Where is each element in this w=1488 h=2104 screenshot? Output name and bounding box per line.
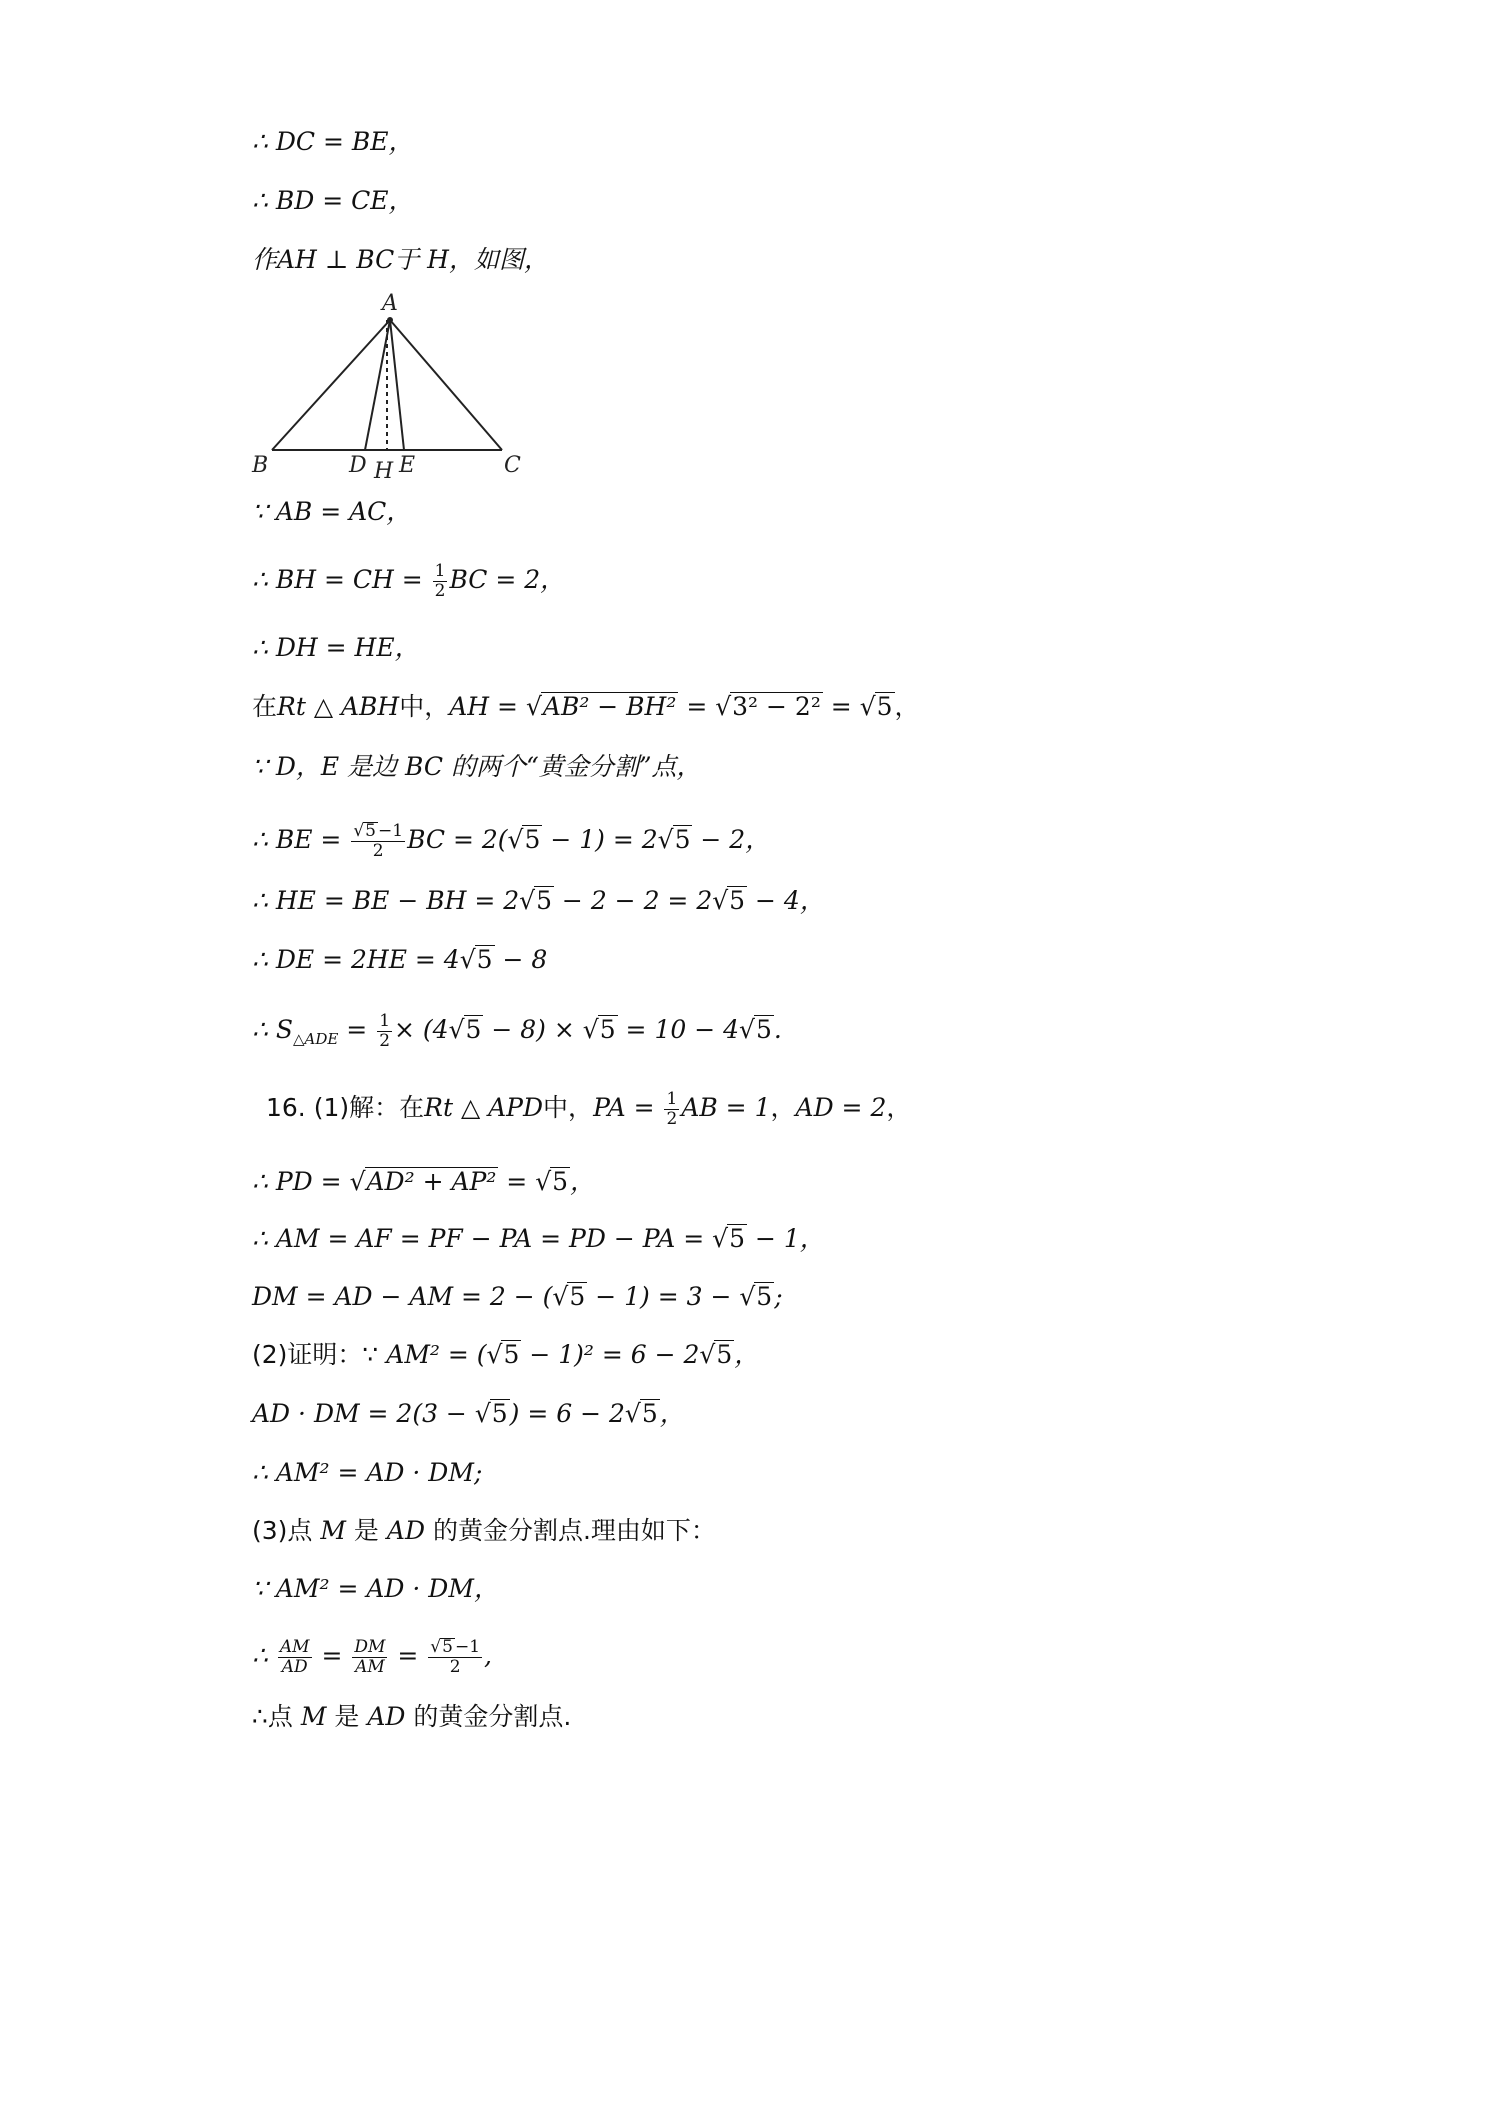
frac-den: AD xyxy=(281,1657,308,1677)
sqrt-arg: AD² + AP² xyxy=(366,1167,497,1196)
sqrt-five: √5 xyxy=(474,1399,508,1428)
sqrt-arg: 5 xyxy=(569,1282,586,1311)
text: − 1) = 3 − xyxy=(587,1282,740,1311)
text: AD = 2 xyxy=(795,1093,887,1122)
label-h: H xyxy=(374,459,394,484)
edge-ae xyxy=(390,320,404,450)
label-d: D xyxy=(349,453,367,478)
sqrt-arg: 3² − 2² xyxy=(732,692,821,721)
text: 是 xyxy=(345,1516,387,1545)
sqrt-five: √5 xyxy=(519,886,552,915)
text: = xyxy=(822,692,860,721)
step-golden-points: ∵ D，E 是边 BC 的两个“黄金分割”点， xyxy=(252,752,702,781)
step-he-length xyxy=(252,884,825,918)
fraction-half xyxy=(664,1090,679,1129)
sqrt-five: √5 xyxy=(712,886,746,915)
text: AD xyxy=(367,1702,406,1731)
sqrt-five: √5 xyxy=(582,1015,616,1044)
label-b: B xyxy=(252,453,269,478)
text: ∴ PD = xyxy=(252,1167,350,1196)
step-ad-dm-product xyxy=(252,1397,685,1431)
text: , xyxy=(484,1641,492,1670)
step-dh-eq-he: ∴ DH = HE， xyxy=(252,633,420,662)
step-because-am-sq: ∵ AM² = AD · DM， xyxy=(252,1574,499,1603)
text: AD xyxy=(386,1516,425,1545)
text: ∴ BE = xyxy=(252,825,350,854)
text: AM² = ( xyxy=(386,1340,487,1369)
text: ， xyxy=(570,1167,596,1196)
question-number: 16. (1)解：在 xyxy=(266,1093,425,1122)
text: (2)证明：∵ xyxy=(252,1340,387,1369)
text: BC = 2( xyxy=(407,825,508,854)
sqrt-arg: 5 xyxy=(536,886,552,915)
step-bd-eq-ce: ∴ BD = CE， xyxy=(252,186,414,215)
frac-num: AM xyxy=(279,1637,310,1657)
fraction-golden xyxy=(428,1638,482,1677)
fraction-dm-am xyxy=(352,1638,387,1677)
step-dm-length xyxy=(252,1280,783,1314)
sqrt-arg: 5 xyxy=(552,1167,569,1196)
sqrt-five: √5 xyxy=(486,1340,520,1369)
question-16-part1 xyxy=(266,1090,911,1129)
text: = xyxy=(498,1167,536,1196)
fraction-half xyxy=(377,1012,392,1051)
subscript-ade: △ADE xyxy=(292,1030,339,1048)
frac-num: DM xyxy=(354,1637,386,1657)
text: = 10 − 4 xyxy=(617,1015,740,1044)
sqrt-arg: 5 xyxy=(476,945,493,974)
text: − 4， xyxy=(747,886,825,915)
edge-ac xyxy=(390,320,502,450)
text: ∴ BH = CH = xyxy=(252,565,431,594)
text: 的黄金分割点.理由如下： xyxy=(425,1516,716,1545)
text: Rt △ ABH xyxy=(277,692,400,721)
text: ， xyxy=(886,1093,912,1122)
text: 在 xyxy=(252,692,278,721)
sqrt-arg: 5 xyxy=(756,1282,773,1311)
sqrt-arg: 5 xyxy=(442,1637,453,1657)
text: − 2 − 2 = 2 xyxy=(553,886,713,915)
text: AH = xyxy=(449,692,526,721)
sqrt-five: √5 xyxy=(535,1167,569,1196)
sqrt-five: √5 xyxy=(739,1282,773,1311)
text: ) = 6 − 2 xyxy=(509,1399,625,1428)
text: (3)点 xyxy=(252,1516,321,1545)
text: 中， xyxy=(543,1093,594,1122)
frac-den: 2 xyxy=(372,841,384,861)
frac-num: √5 −1 xyxy=(353,821,404,841)
sqrt-arg: 5 xyxy=(524,825,541,854)
step-pd-length xyxy=(252,1165,595,1199)
sqrt-arg: 5 xyxy=(365,821,376,841)
step-proof-am-squared xyxy=(252,1338,759,1372)
sqrt-arg: 5 xyxy=(599,1015,616,1044)
fraction-half xyxy=(433,562,448,601)
sqrt-five: √5 xyxy=(459,945,493,974)
frac-den: 2 xyxy=(666,1109,678,1129)
step-ratio xyxy=(252,1638,492,1677)
step-am-length xyxy=(252,1222,825,1256)
frac-num: 1 xyxy=(379,1011,391,1031)
frac-den: 2 xyxy=(449,1657,461,1677)
text: = xyxy=(313,1641,351,1670)
text: DM = AD − AM = 2 − ( xyxy=(252,1282,553,1311)
text: ; xyxy=(774,1282,783,1311)
frac-num: √5 −1 xyxy=(430,1637,481,1657)
text: . xyxy=(773,1015,782,1044)
sqrt-arg: 5 xyxy=(755,1015,772,1044)
text: 是 xyxy=(326,1702,368,1731)
label-e: E xyxy=(399,453,416,478)
text: BC = 2， xyxy=(449,565,566,594)
text: ， xyxy=(770,1093,796,1122)
sqrt-arg: 5 xyxy=(465,1015,482,1044)
text: − 8) × xyxy=(483,1015,583,1044)
triangle-figure xyxy=(248,292,528,484)
step-de-length xyxy=(252,943,547,977)
text: − 1)² = 6 − 2 xyxy=(521,1340,700,1369)
text: − 1) = 2 xyxy=(542,825,658,854)
text: 的黄金分割点. xyxy=(405,1702,572,1731)
text: M xyxy=(320,1516,346,1545)
sqrt-five: √5 xyxy=(712,1224,745,1253)
text: ∴ HE = BE − BH = 2 xyxy=(252,886,520,915)
step-part3-claim xyxy=(252,1514,716,1548)
sqrt-arg: 5 xyxy=(876,692,893,721)
text: ∴ DE = 2HE = 4 xyxy=(252,945,460,974)
text: = xyxy=(389,1641,427,1670)
sqrt-arg: 5 xyxy=(674,825,691,854)
text: AB = 1 xyxy=(681,1093,771,1122)
frac-num: 1 xyxy=(434,561,446,581)
text: × (4 xyxy=(394,1015,449,1044)
step-ab-eq-ac: ∵ AB = AC， xyxy=(252,497,412,526)
step-conclusion xyxy=(252,1700,571,1734)
sqrt-arg: 5 xyxy=(716,1340,733,1369)
sqrt-five: √5 xyxy=(657,825,691,854)
text: ∴ xyxy=(252,1641,276,1670)
frac-den: AM xyxy=(355,1657,385,1677)
step-area-ade xyxy=(252,1012,782,1056)
text: −1 xyxy=(378,821,404,841)
sqrt-expr: √AB² − BH² xyxy=(525,692,677,721)
text: ， xyxy=(659,1399,685,1428)
sqrt-arg: 5 xyxy=(641,1399,658,1428)
text: ， xyxy=(894,692,920,721)
text: PA = xyxy=(593,1093,663,1122)
sqrt-arg: 5 xyxy=(503,1340,520,1369)
text: = xyxy=(338,1015,376,1044)
step-draw-altitude: 作AH ⊥ BC于 H，如图， xyxy=(252,245,549,274)
vertex-a-dot xyxy=(387,317,393,323)
text: ∴ AM = AF = PF − PA = PD − PA = xyxy=(252,1224,713,1253)
step-am-sq-eq: ∴ AM² = AD · DM; xyxy=(252,1458,483,1487)
text: AD · DM = 2(3 − xyxy=(252,1399,475,1428)
sqrt-arg: 5 xyxy=(491,1399,508,1428)
text: ， xyxy=(734,1340,760,1369)
sqrt-five: √5 xyxy=(739,1015,772,1044)
text: ∴ S xyxy=(252,1015,293,1044)
step-ah-length xyxy=(252,690,920,724)
sqrt-five: √5 xyxy=(859,692,893,721)
text: −1 xyxy=(454,1637,481,1657)
sqrt-expr: √AD² + AP² xyxy=(349,1167,497,1196)
sqrt-five: √5 xyxy=(624,1399,658,1428)
sqrt-five: √5 xyxy=(507,825,541,854)
label-a: A xyxy=(382,292,398,316)
sqrt-five: √5 xyxy=(552,1282,586,1311)
text: = xyxy=(678,692,716,721)
sqrt-arg: 5 xyxy=(729,1224,745,1253)
text: ∴点 xyxy=(252,1702,301,1731)
sqrt-five: √5 xyxy=(448,1015,482,1044)
sqrt-five: √5 xyxy=(699,1340,733,1369)
edge-ab xyxy=(272,320,390,450)
sqrt-arg: AB² − BH² xyxy=(542,692,677,721)
frac-num: 1 xyxy=(666,1089,678,1109)
text: 中， xyxy=(399,692,450,721)
text: − 1， xyxy=(747,1224,825,1253)
sqrt-arg: 5 xyxy=(729,886,746,915)
step-dc-eq-be: ∴ DC = BE， xyxy=(252,127,414,156)
step-be-length xyxy=(252,822,770,861)
fraction-am-ad xyxy=(278,1638,312,1677)
sqrt-expr: √3² − 2² xyxy=(715,692,821,721)
text: − 2， xyxy=(692,825,771,854)
frac-den: 2 xyxy=(379,1031,391,1051)
text: − 8 xyxy=(494,945,548,974)
frac-den: 2 xyxy=(434,581,446,601)
label-c: C xyxy=(504,453,521,478)
fraction-golden xyxy=(351,822,405,861)
text: M xyxy=(300,1702,327,1731)
text: Rt △ APD xyxy=(424,1093,544,1122)
step-bh-eq-ch xyxy=(252,562,565,601)
